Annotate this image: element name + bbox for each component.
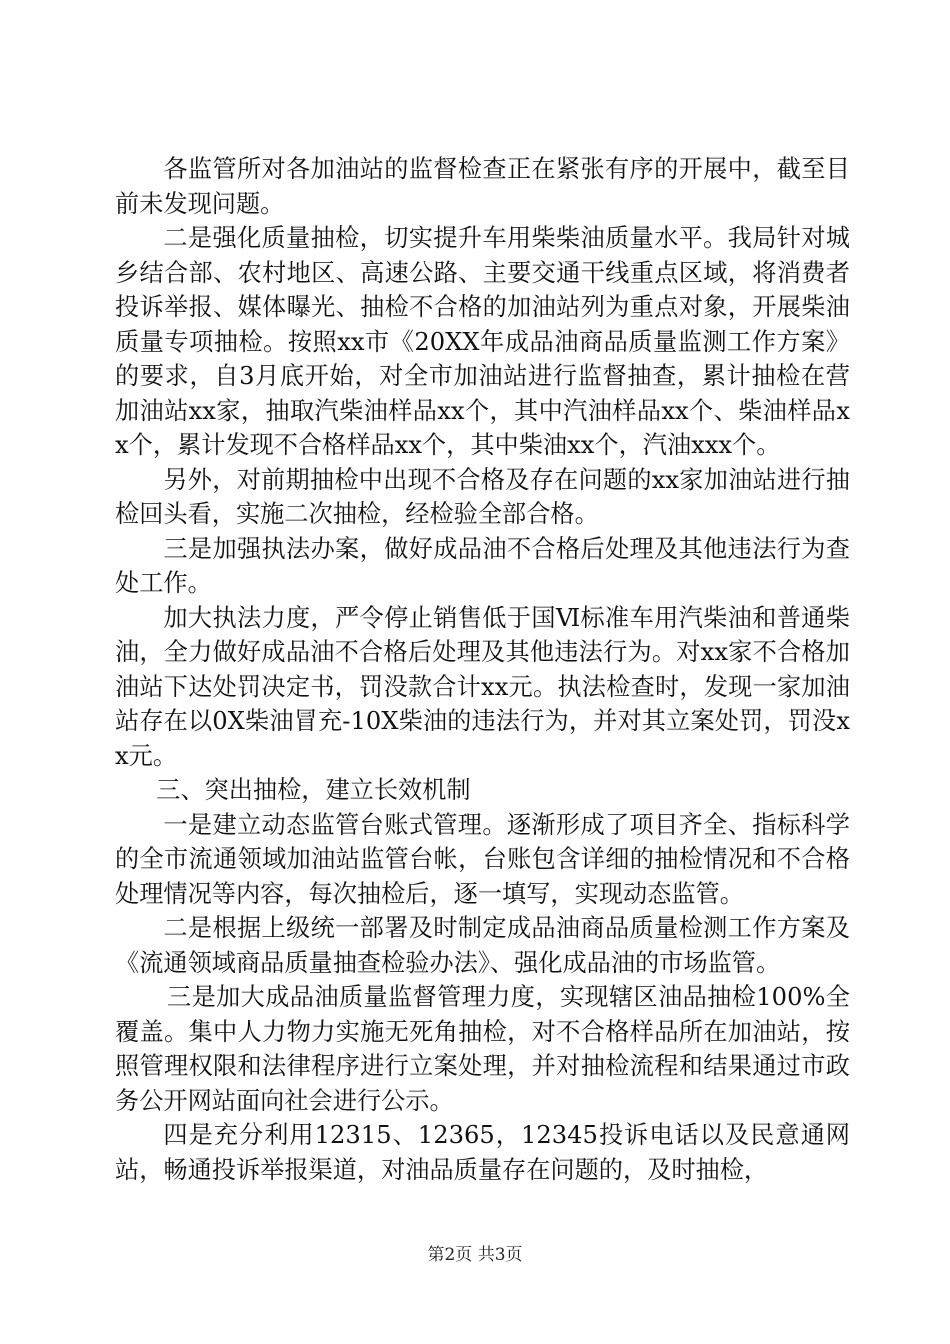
paragraph-dynamic-ledger: 一是建立动态监管台账式管理。逐渐形成了项目齐全、指标科学的全市流通领域加油站监管台帐，台账包含详细的抽检情况和不合格处理情况等内容，每次抽检后，逐一填写，实现动态监管。 bbox=[115, 810, 850, 908]
paragraph-intro-status: 各监管所对各加油站的监督检查正在紧张有序的开展中，截至目前未发现问题。 bbox=[115, 155, 850, 218]
paragraph-full-coverage: 三是加大成品油质量监督管理力度，实现辖区油品抽检100%全覆盖。集中人力物力实施无死角抽检，对不合格样品所在加油站，按照管理权限和法律程序进行立案处理，并对抽检流程和结果通过市政务公开网站面向社会进行公示。 bbox=[115, 983, 850, 1115]
paragraph-quality-sampling: 二是强化质量抽检，切实提升车用柴柴油质量水平。我局针对城乡结合部、农村地区、高速公路、主要交通干线重点区域，将消费者投诉举报、媒体曝光、抽检不合格的加油站列为重点对象，开展柴油质量专项抽检。按照xx市《20XX年成品油商品质量监测工作方案》的要求，自3月底开始，对全市加油站进行监督抽查，累计抽检在营加油站xx家，抽取汽柴油样品xx个，其中汽油样品xx个、柴油样品xx个，累计发现不合格样品xx个，其中柴油xx个，汽油xxx个。 bbox=[115, 224, 850, 459]
paragraph-enforcement-heading: 三是加强执法办案，做好成品油不合格后处理及其他违法行为查处工作。 bbox=[115, 534, 850, 597]
section-heading-long-term-mechanism: 三、突出抽检，建立长效机制 bbox=[156, 776, 471, 804]
page-footer: 第2页 共3页 bbox=[427, 1245, 523, 1265]
paragraph-recheck: 另外，对前期抽检中出现不合格及存在问题的xx家加油站进行抽检回头看，实施二次抽检，经检验全部合格。 bbox=[115, 465, 850, 528]
paragraph-work-plan: 二是根据上级统一部署及时制定成品油商品质量检测工作方案及《流通领域商品质量抽查检验办法》、强化成品油的市场监管。 bbox=[115, 914, 850, 977]
document-body bbox=[115, 152, 850, 1187]
paragraph-complaint-channels: 四是充分利用12315、12365，12345投诉电话以及民意通网站，畅通投诉举报渠道，对油品质量存在问题的，及时抽检， bbox=[115, 1121, 850, 1184]
paragraph-enforcement-detail: 加大执法力度，严令停止销售低于国Ⅵ标准车用汽柴油和普通柴油，全力做好成品油不合格后处理及其他违法行为。对xx家不合格加油站下达处罚决定书，罚没款合计xx元。执法检查时，发现一家加油站存在以0X柴油冒充-10X柴油的违法行为，并对其立案处罚，罚没xx元。 bbox=[115, 603, 850, 770]
